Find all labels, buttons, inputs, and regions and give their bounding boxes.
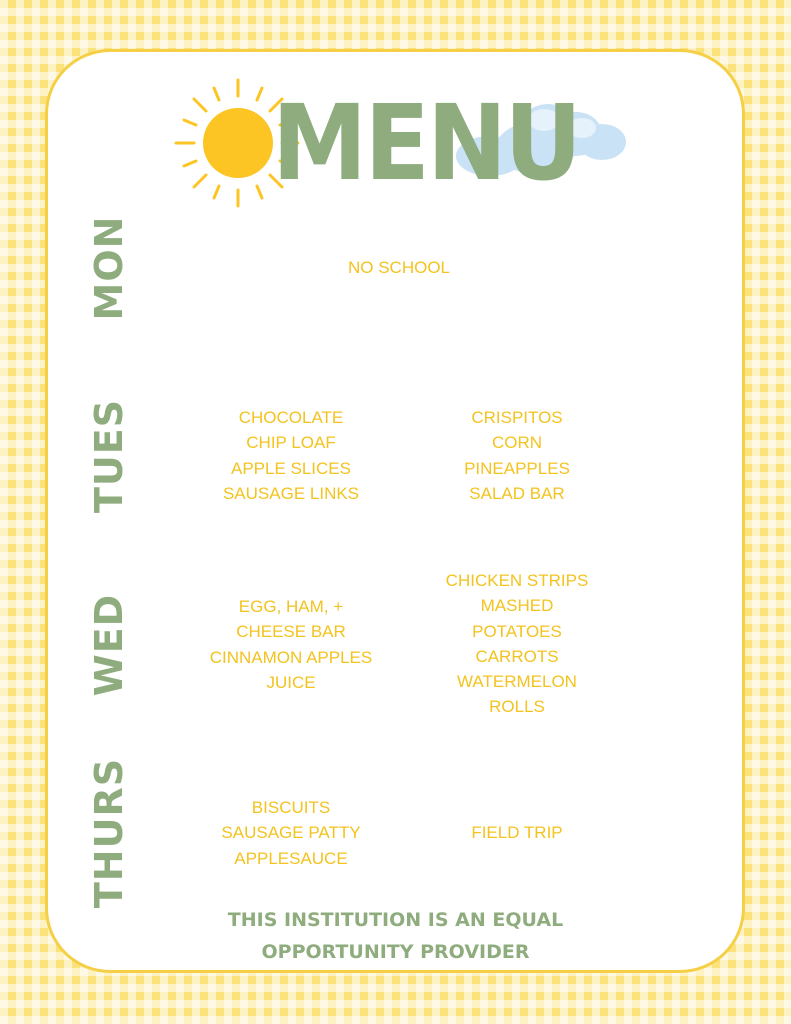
day-label-thurs: THURS [87,757,131,909]
menu-item: APPLESAUCE [234,848,348,868]
menu-item: CINNAMON APPLES [209,647,373,667]
day-label-tues: TUES [87,398,131,514]
menu-item: BISCUITS [251,798,331,817]
menu-item: WATERMELON [457,672,577,692]
tues-breakfast [161,405,421,506]
mon-note [269,255,529,280]
day-label-wed: WED [87,593,131,697]
footer-line: OPPORTUNITY PROVIDER [261,941,530,963]
footer-statement [0,904,791,968]
menu-item: NO SCHOOL [347,258,451,277]
menu-item: POTATOES [472,621,562,641]
menu-item: SAUSAGE LINKS [222,483,360,503]
menu-item: CHEESE BAR [236,622,346,642]
menu-item: JUICE [266,672,316,692]
menu-item: CRISPITOS [471,408,563,427]
menu-item: SAUSAGE PATTY [221,823,361,843]
day-label-mon: MON [87,215,131,321]
menu-item: ROLLS [489,697,545,717]
menu-item: CHIP LOAF [246,433,336,453]
menu-item: SALAD BAR [469,483,565,503]
menu-item: CARROTS [475,646,559,666]
menu-item: APPLE SLICES [230,458,351,478]
wed-breakfast [161,594,421,695]
menu-item: CHICKEN STRIPS [445,571,589,590]
menu-item: CORN [491,433,543,453]
menu-item: MASHED [480,596,554,616]
menu-item: CHOCOLATE [238,408,344,427]
menu-item: FIELD TRIP [471,823,563,842]
page-title: MENU [272,82,580,204]
wed-lunch [387,568,647,720]
tues-lunch [387,405,647,506]
menu-item: PINEAPPLES [464,458,570,478]
thurs-lunch [387,820,647,845]
footer-line: THIS INSTITUTION IS AN EQUAL [227,909,564,931]
menu-item: EGG, HAM, + [238,597,344,616]
thurs-breakfast [161,795,421,871]
header [0,0,791,220]
